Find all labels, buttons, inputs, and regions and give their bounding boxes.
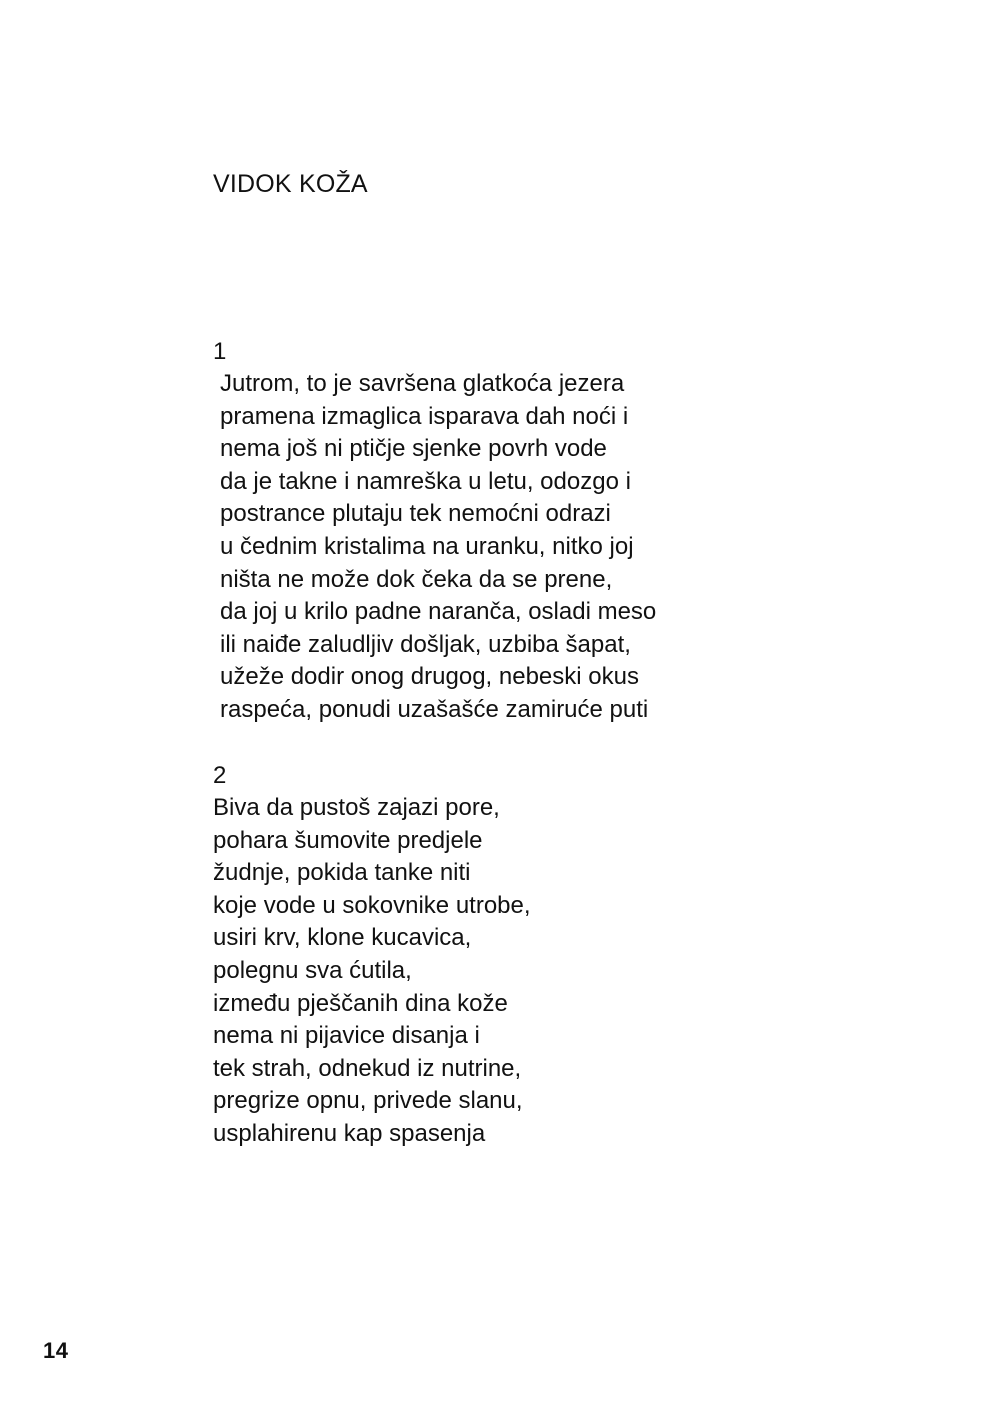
section-number: 1 — [213, 338, 227, 365]
verse-line: žudnje, pokida tanke niti — [213, 859, 471, 887]
verse-lines — [213, 368, 656, 727]
verse-line: Biva da pustoš zajazi pore, — [213, 794, 500, 821]
verse-line: pohara šumovite predjele — [213, 826, 483, 854]
verse-line: ili naiđe zaludljiv došljak, uzbiba šapat, — [220, 630, 631, 658]
section-number: 2 — [213, 762, 227, 789]
verse-line: polegnu sva ćutila, — [213, 956, 412, 984]
verse-line: da joj u krilo padne naranča, osladi meso — [220, 598, 657, 626]
verse-line: postrance plutaju tek nemoćni odrazi — [220, 500, 611, 528]
poem-title: VIDOK KOŽA — [213, 170, 368, 198]
verse-line: usiri krv, klone kucavica, — [213, 924, 472, 952]
poem-section-2 — [213, 760, 531, 1151]
verse-line: Jutrom, to je savršena glatkoća jezera — [220, 370, 625, 397]
poem-section-1 — [213, 336, 656, 727]
verse-line: nema još ni ptičje sjenke povrh vode — [220, 435, 607, 463]
page-number: 14 — [43, 1338, 69, 1363]
verse-line: u čednim kristalima na uranku, nitko joj — [220, 532, 634, 560]
verse-line: pregrize opnu, privede slanu, — [213, 1087, 523, 1115]
verse-line: tek strah, odnekud iz nutrine, — [213, 1054, 522, 1082]
verse-line: usplahirenu kap spasenja — [213, 1119, 486, 1147]
verse-line: da je takne i namreška u letu, odozgo i — [220, 467, 631, 495]
verse-line: koje vode u sokovnike utrobe, — [213, 891, 531, 919]
verse-lines — [213, 792, 531, 1151]
verse-line: ništa ne može dok čeka da se prene, — [220, 565, 613, 593]
verse-line: užeže dodir onog drugog, nebeski okus — [220, 663, 639, 691]
verse-line: između pješčanih dina kože — [213, 989, 508, 1017]
verse-line: pramena izmaglica isparava dah noći i — [220, 402, 629, 430]
verse-line: nema ni pijavice disanja i — [213, 1022, 480, 1050]
verse-line: raspeća, ponudi uzašašće zamiruće puti — [220, 695, 649, 723]
